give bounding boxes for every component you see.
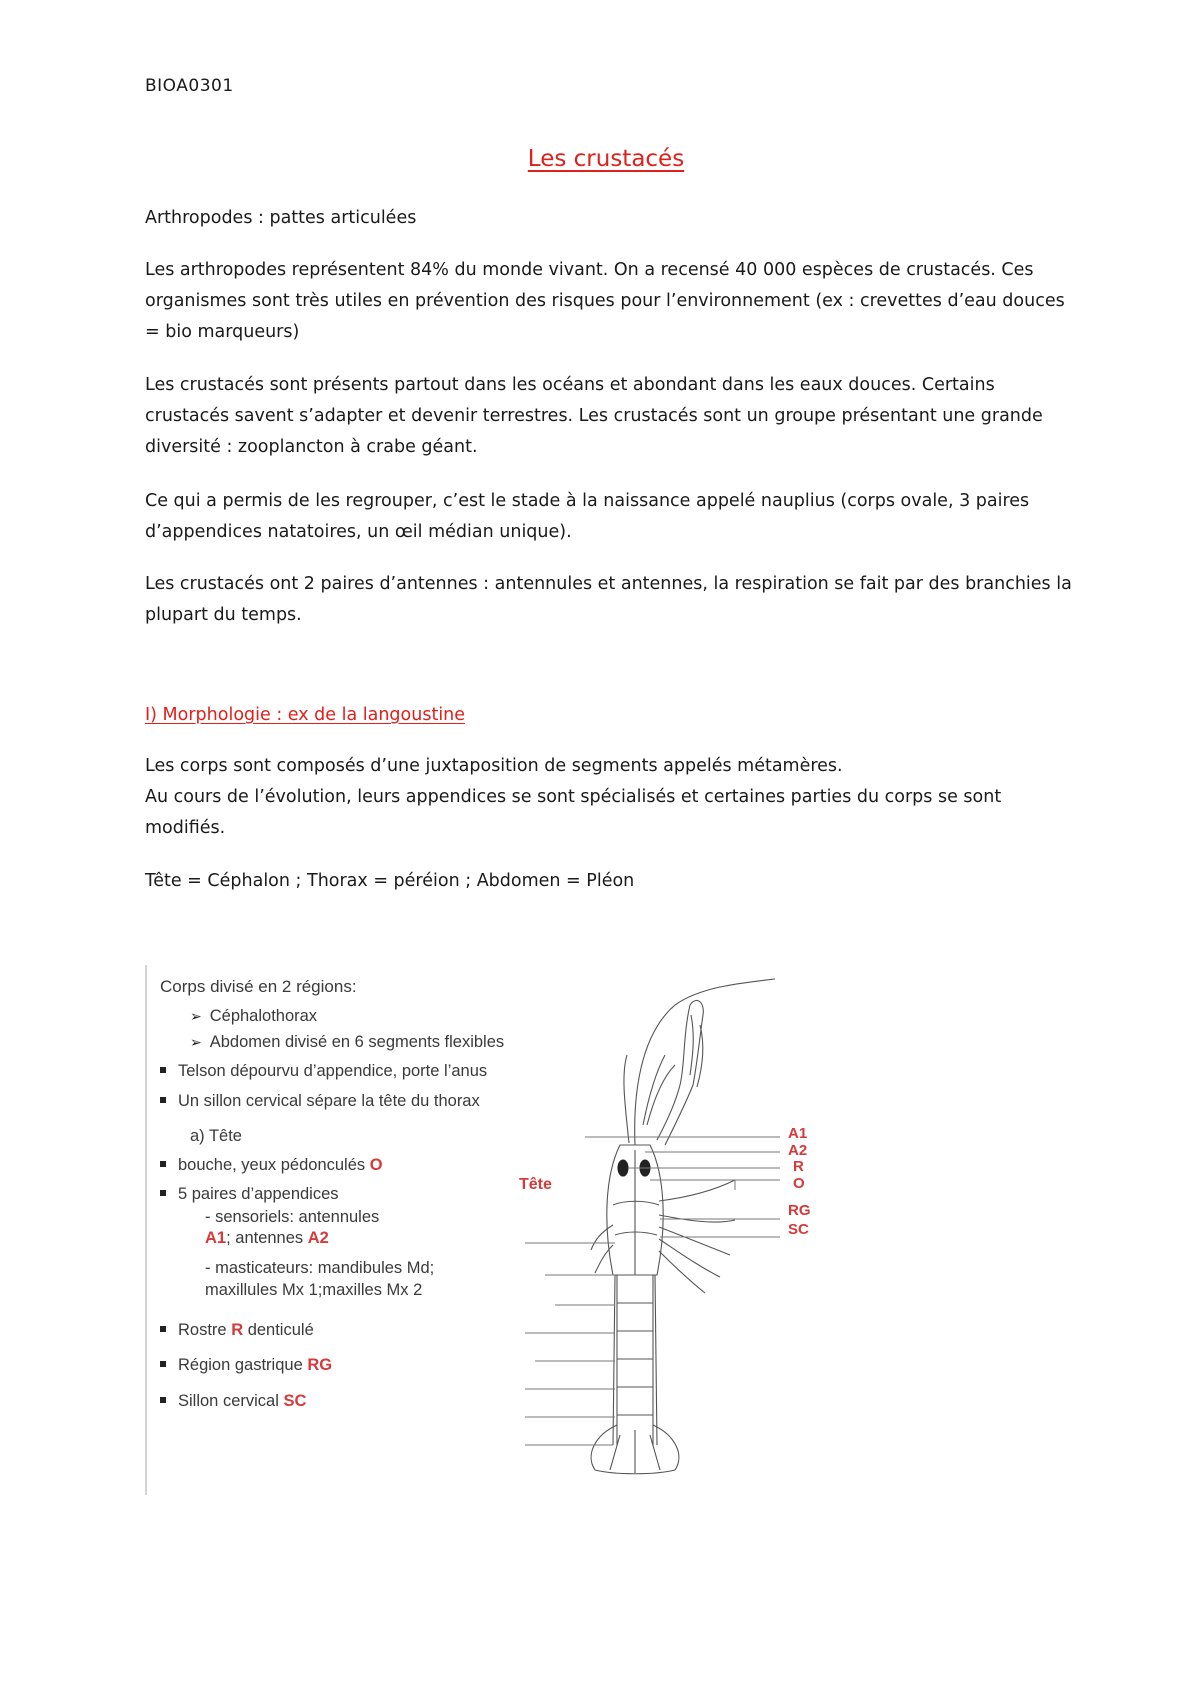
paragraph-antennes: Les crustacés ont 2 paires d’antennes : antennules et antennes, la respiration se fait par des branchies la plupart du temps.	[145, 574, 1072, 625]
label-rg: RG	[788, 1202, 811, 1219]
paragraph-metameres: Les corps sont composés d’une juxtaposition de segments appelés métamères.	[145, 756, 843, 776]
figure-intro: Corps divisé en 2 régions:	[160, 977, 357, 996]
course-code: BIOA0301	[145, 76, 234, 96]
figure-bullet-region-gastrique: Région gastrique RG	[160, 1356, 332, 1375]
paragraph-regions: Tête = Céphalon ; Thorax = péréion ; Abdomen = Pléon	[145, 871, 635, 891]
square-bullet-icon	[160, 1097, 166, 1103]
section-heading-morphologie: I) Morphologie : ex de la langoustine	[145, 705, 466, 725]
figure-masticateurs-line2: maxillules Mx 1;maxilles Mx 2	[205, 1281, 423, 1299]
figure-border	[145, 965, 147, 1495]
label-a1: A1	[788, 1125, 808, 1142]
paragraph-habitat: Les crustacés sont présents partout dans les océans et abondant dans les eaux douces. Certains crustacés savent s’adapter et devenir terrestres. Les crustacés sont un groupe présentant une grande diversité : zooplancton à crabe géant.	[145, 375, 1043, 457]
paragraph-evolution: Au cours de l’évolution, leurs appendices se sont spécialisés et certaines parties du corps se sont modifiés.	[145, 787, 1002, 838]
figure-masticateurs-line1: - masticateurs: mandibules Md;	[205, 1259, 435, 1277]
figure-bullet-bouche: bouche, yeux pédonculés O	[160, 1156, 383, 1175]
figure-bullet-telson: Telson dépourvu d’appendice, porte l’anus	[160, 1062, 487, 1081]
square-bullet-icon	[160, 1397, 166, 1403]
paragraph-arthropodes: Arthropodes : pattes articulées	[145, 208, 417, 228]
arrow-bullet-icon: ➢	[190, 1034, 202, 1050]
paragraph-statistics: Les arthropodes représentent 84% du monde vivant. On a recensé 40 000 espèces de crustacés. Ces organismes sont très utiles en prévention des risques pour l’environnement (ex : crevettes d’eau douces = bio marqueurs)	[145, 260, 1065, 342]
figure-bullet-sillon-cervical: Sillon cervical SC	[160, 1392, 306, 1411]
paragraph-nauplius: Ce qui a permis de les regrouper, c’est le stade à la naissance appelé nauplius (corps ovale, 3 paires d’appendices natatoires, un œil médian unique).	[145, 491, 1030, 542]
figure-sub-abdomen: ➢ Abdomen divisé en 6 segments flexibles	[190, 1033, 505, 1051]
figure-bullet-appendices: 5 paires d’appendices	[160, 1185, 339, 1204]
langoustine-figure	[145, 965, 825, 1495]
figure-sub-cephalothorax: ➢ Céphalothorax	[190, 1007, 318, 1025]
square-bullet-icon	[160, 1161, 166, 1167]
page-title: Les crustacés	[527, 146, 685, 172]
figure-sensoriels-line1: - sensoriels: antennules	[205, 1208, 380, 1226]
label-tete: Tête	[519, 1176, 552, 1193]
square-bullet-icon	[160, 1067, 166, 1073]
square-bullet-icon	[160, 1190, 166, 1196]
label-o: O	[793, 1175, 805, 1192]
label-a2: A2	[788, 1142, 808, 1159]
figure-sensoriels-line2: A1; antennes A2	[205, 1229, 329, 1247]
figure-bullet-rostre: Rostre R denticulé	[160, 1321, 314, 1340]
label-r: R	[793, 1158, 804, 1175]
figure-bullet-sillon: Un sillon cervical sépare la tête du thorax	[160, 1092, 480, 1111]
figure-head-section: a) Tête	[190, 1127, 242, 1145]
square-bullet-icon	[160, 1361, 166, 1367]
langoustine-drawing	[525, 975, 785, 1475]
arrow-bullet-icon: ➢	[190, 1008, 202, 1024]
label-sc: SC	[788, 1221, 809, 1238]
square-bullet-icon	[160, 1326, 166, 1332]
